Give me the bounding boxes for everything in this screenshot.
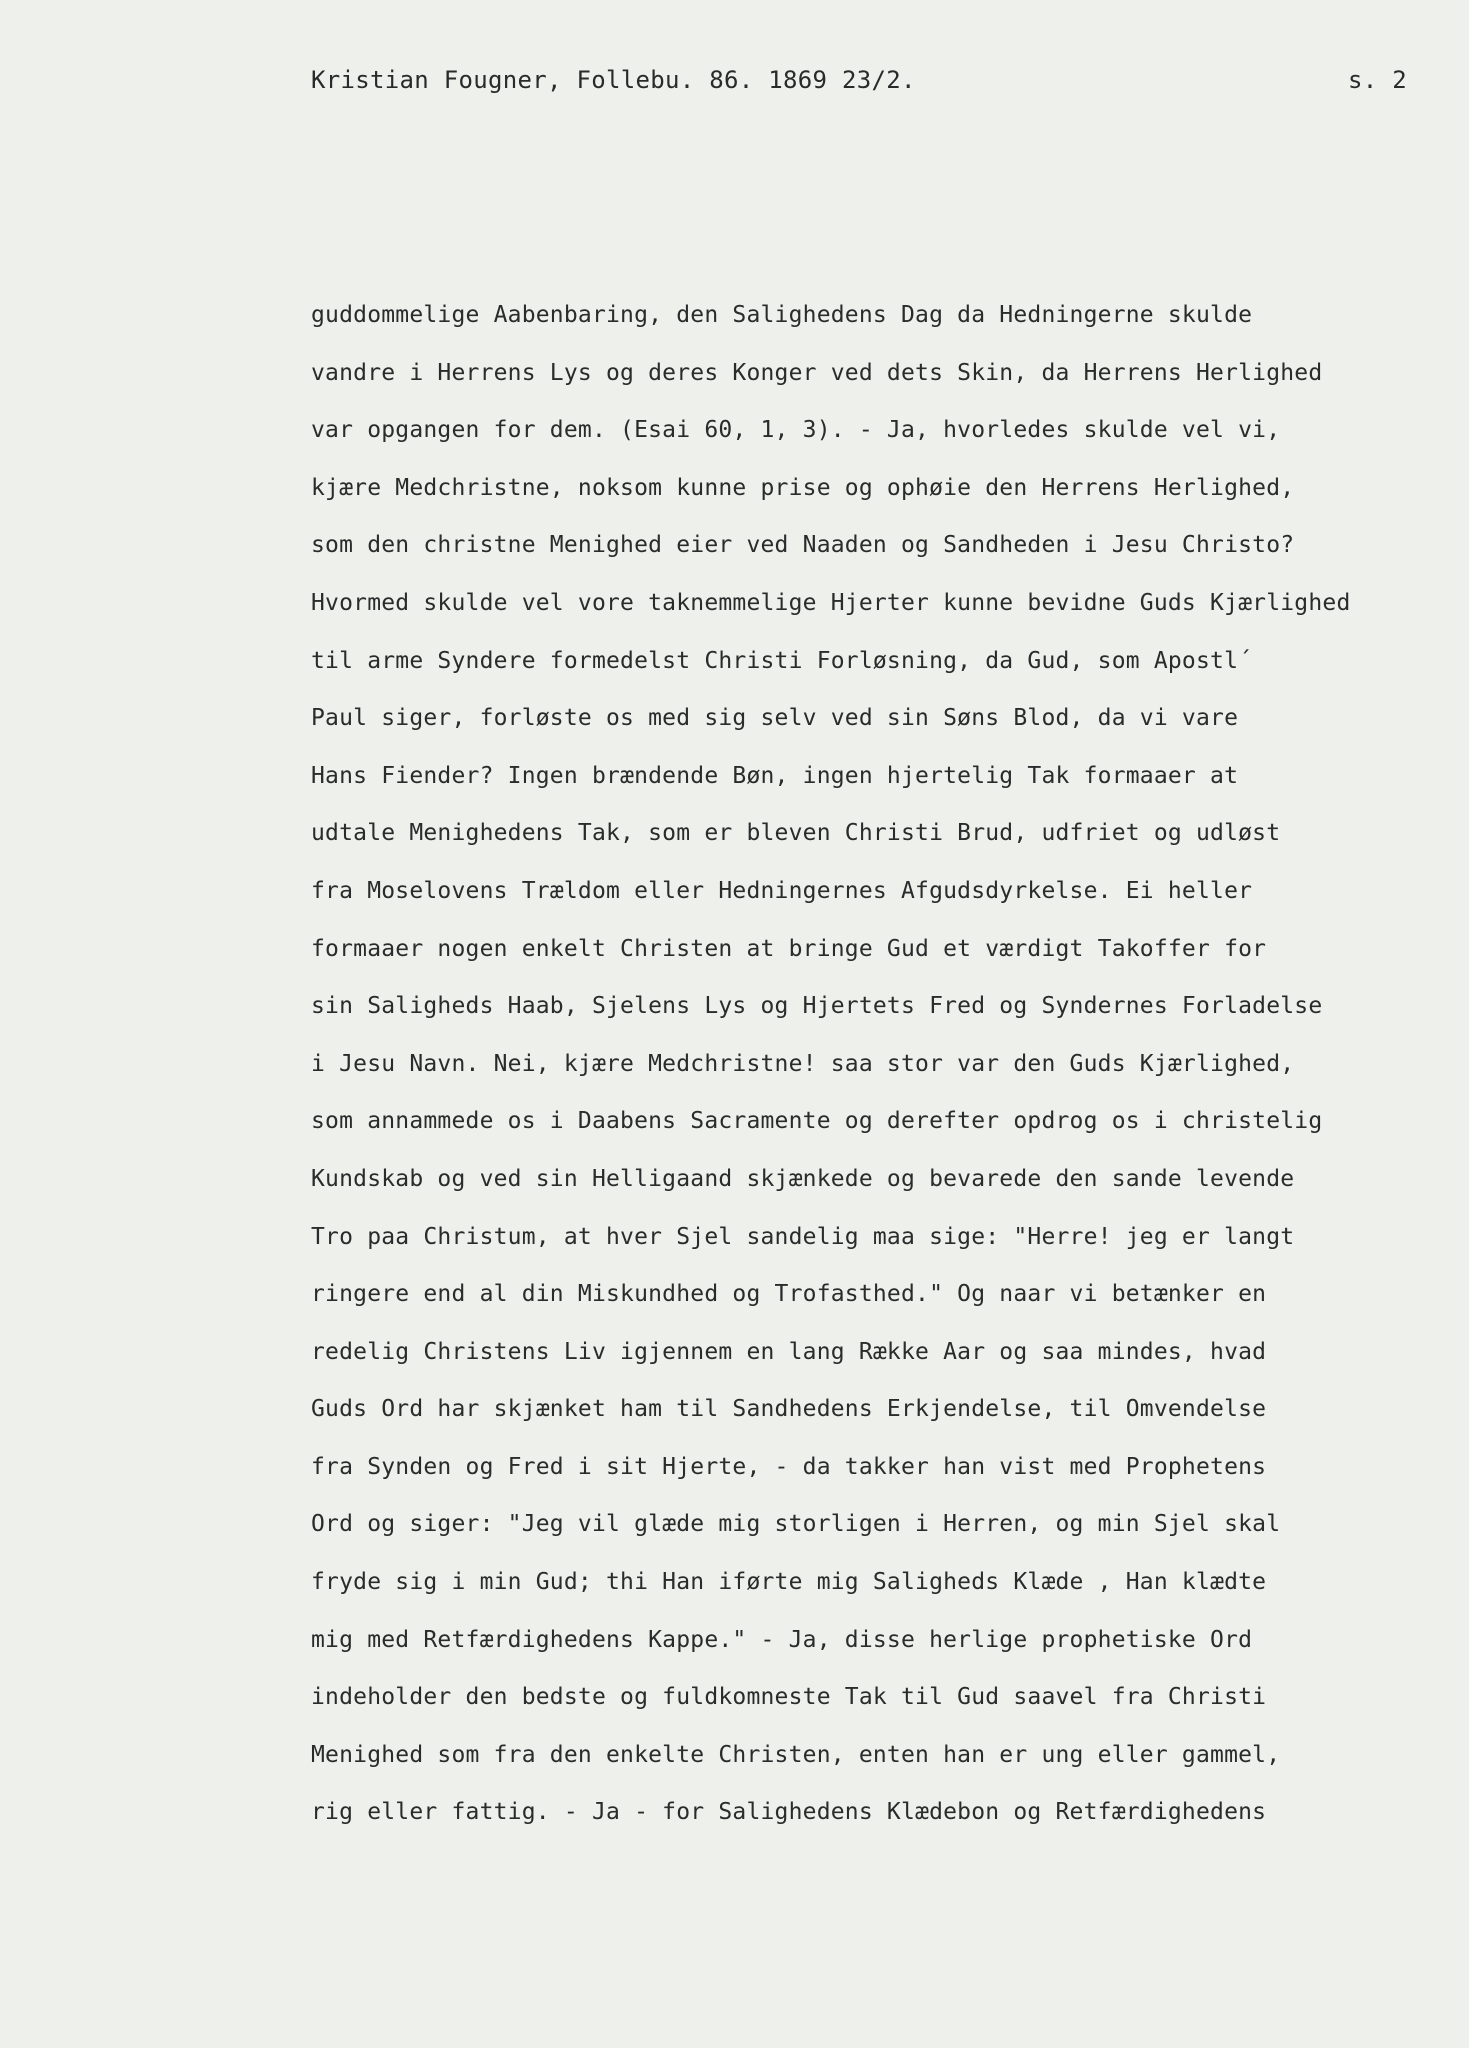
text-line: som den christne Menighed eier ved Naaden og Sandheden i Jesu Christo? — [311, 532, 1295, 559]
text-line: sin Saligheds Haab, Sjelens Lys og Hjertets Fred og Syndernes Forladelse — [311, 993, 1323, 1020]
text-line: var opgangen for dem. (Esai 60, 1, 3). - Ja, hvorledes skulde vel vi, — [311, 417, 1281, 444]
text-line: i Jesu Navn. Nei, kjære Medchristne! saa stor var den Guds Kjærlighed, — [311, 1050, 1295, 1077]
text-line: vandre i Herrens Lys og deres Konger ved dets Skin, da Herrens Herlighed — [311, 359, 1323, 386]
text-line: udtale Menighedens Tak, som er bleven Christi Brud, udfriet og udløst — [311, 820, 1281, 847]
page-number: s. 2 — [1348, 66, 1407, 94]
header-title: Kristian Fougner, Follebu. 86. 1869 23/2. — [311, 66, 916, 94]
text-line: indeholder den bedste og fuldkomneste Tak til Gud saavel fra Christi — [311, 1684, 1267, 1711]
text-line: Kundskab og ved sin Helligaand skjænkede og bevarede den sande levende — [311, 1165, 1295, 1192]
text-line: Menighed som fra den enkelte Christen, enten han er ung eller gammel, — [311, 1741, 1281, 1768]
page-header — [311, 66, 1407, 106]
text-line: som annammede os i Daabens Sacramente og derefter opdrog os i christelig — [311, 1108, 1323, 1135]
text-line: ringere end al din Miskundhed og Trofasthed." Og naar vi betænker en — [311, 1281, 1267, 1308]
text-line: Hvormed skulde vel vore taknemmelige Hjerter kunne bevidne Guds Kjærlighed — [311, 589, 1351, 616]
text-line: fra Moselovens Trældom eller Hedningernes Afgudsdyrkelse. Ei heller — [311, 877, 1253, 904]
text-line: redelig Christens Liv igjennem en lang Række Aar og saa mindes, hvad — [311, 1338, 1267, 1365]
text-line: Paul siger, forløste os med sig selv ved sin Søns Blod, da vi vare — [311, 705, 1239, 732]
text-line: Guds Ord har skjænket ham til Sandhedens Erkjendelse, til Omvendelse — [311, 1396, 1267, 1423]
text-line: rig eller fattig. - Ja - for Salighedens Klædebon og Retfærdighedens — [311, 1799, 1267, 1826]
text-line: formaaer nogen enkelt Christen at bringe Gud et værdigt Takoffer for — [311, 935, 1267, 962]
text-line: fra Synden og Fred i sit Hjerte, - da takker han vist med Prophetens — [311, 1453, 1267, 1480]
text-line: til arme Syndere formedelst Christi Forløsning, da Gud, som Apostl´ — [311, 647, 1253, 674]
text-line: mig med Retfærdighedens Kappe." - Ja, disse herlige prophetiske Ord — [311, 1626, 1253, 1653]
body-text — [311, 298, 1421, 1853]
text-line: fryde sig i min Gud; thi Han iførte mig Saligheds Klæde , Han klædte — [311, 1569, 1267, 1596]
text-line: guddommelige Aabenbaring, den Salighedens Dag da Hedningerne skulde — [311, 302, 1253, 328]
text-line: Tro paa Christum, at hver Sjel sandelig maa sige: "Herre! jeg er langt — [311, 1223, 1295, 1250]
text-line: kjære Medchristne, noksom kunne prise og ophøie den Herrens Herlighed, — [311, 474, 1295, 501]
text-line: Ord og siger: "Jeg vil glæde mig storligen i Herren, og min Sjel skal — [311, 1511, 1281, 1538]
text-line: Hans Fiender? Ingen brændende Bøn, ingen hjertelig Tak formaaer at — [311, 762, 1239, 789]
